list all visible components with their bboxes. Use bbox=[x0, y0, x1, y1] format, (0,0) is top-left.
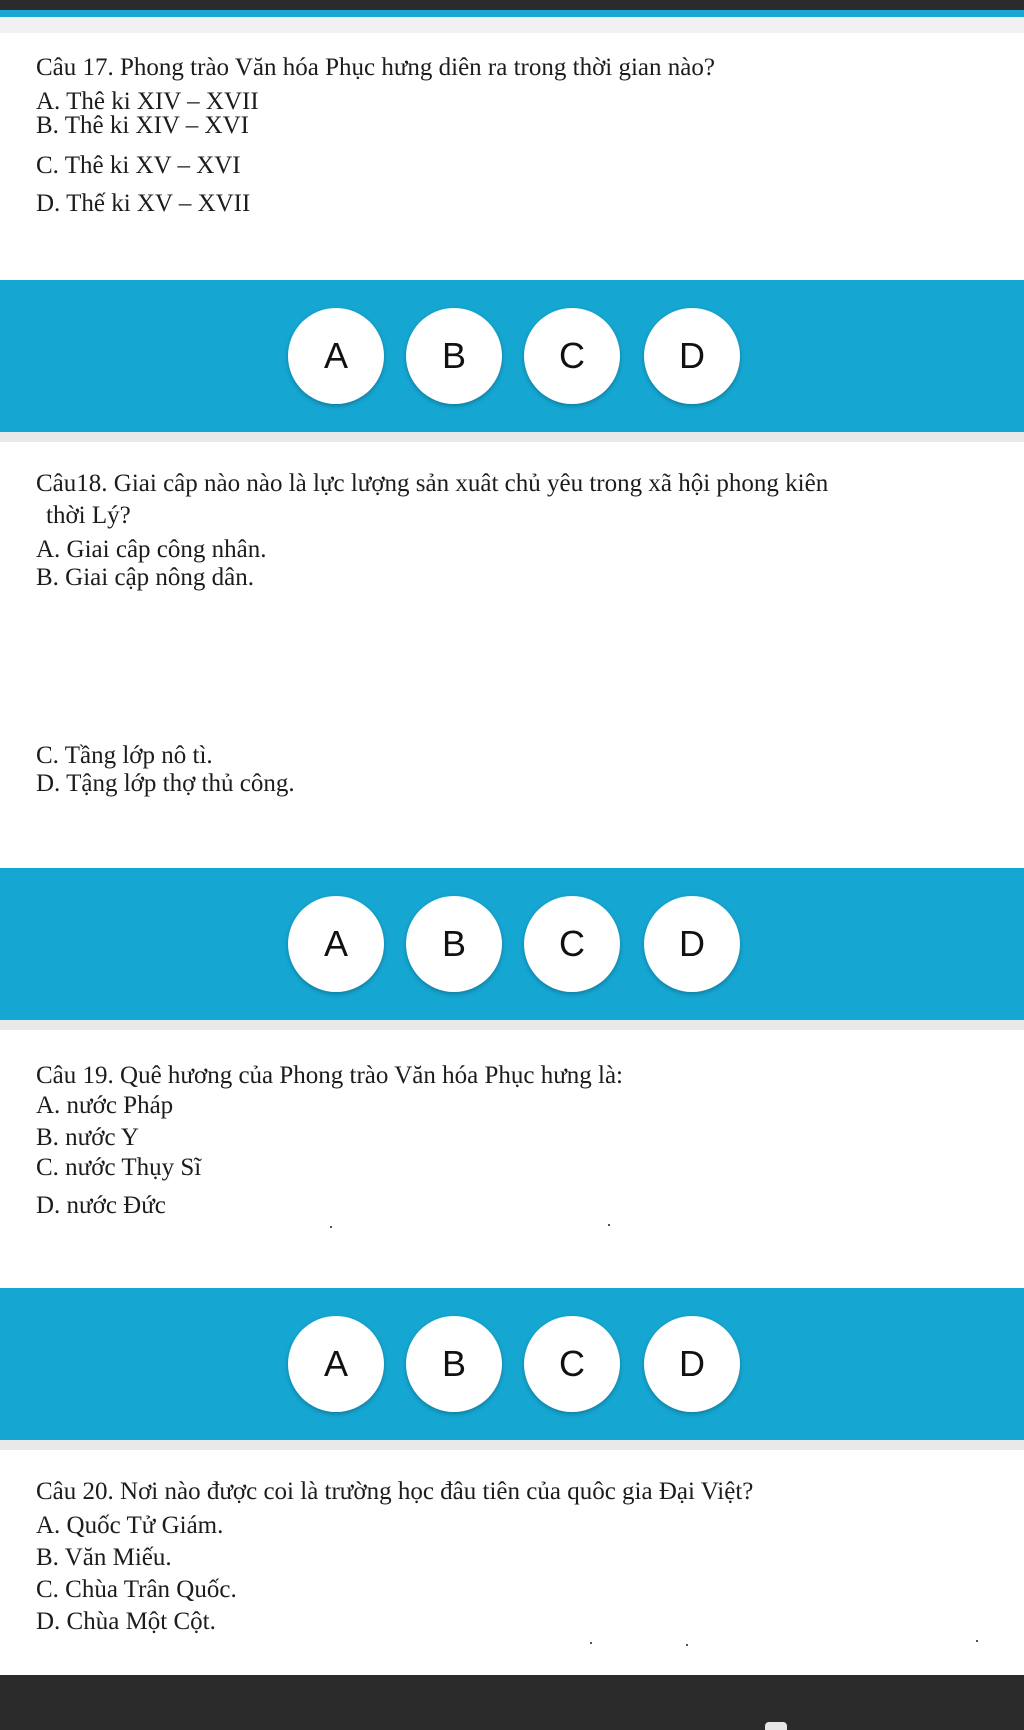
option-a: A. Quốc Tử Giám. bbox=[36, 1512, 224, 1539]
option-d: D. Tậng lớp thợ thủ công. bbox=[36, 770, 295, 797]
answer-a-button[interactable]: A bbox=[288, 896, 384, 992]
question-17 bbox=[36, 48, 996, 228]
question-prompt-continued: thời Lý? bbox=[46, 502, 131, 529]
answer-b-button[interactable]: B bbox=[406, 896, 502, 992]
answer-bar-18 bbox=[0, 868, 1024, 1020]
option-d: D. nước Đức bbox=[36, 1192, 166, 1219]
answer-d-button[interactable]: D bbox=[644, 308, 740, 404]
answer-c-button[interactable]: C bbox=[524, 896, 620, 992]
top-divider bbox=[0, 17, 1024, 33]
top-accent-line bbox=[0, 10, 1024, 17]
bottom-navigation-bar bbox=[0, 1675, 1024, 1730]
answer-a-button[interactable]: A bbox=[288, 1316, 384, 1412]
answer-d-button[interactable]: D bbox=[644, 896, 740, 992]
answer-b-button[interactable]: B bbox=[406, 308, 502, 404]
question-prompt: Câu 17. Phong trào Văn hóa Phục hưng diên ra trong thời gian nào? bbox=[36, 54, 715, 81]
question-prompt: Câu 20. Nơi nào được coi là trường học đâu tiên của quôc gia Đại Việt? bbox=[36, 1478, 754, 1505]
option-b: B. Thê ki XIV – XVI bbox=[36, 112, 249, 139]
divider bbox=[0, 1020, 1024, 1030]
scan-speck bbox=[608, 1224, 610, 1226]
option-c: C. Tầng lớp nô tì. bbox=[36, 742, 213, 769]
answer-bar-17 bbox=[0, 280, 1024, 432]
option-d: D. Thế ki XV – XVII bbox=[36, 190, 251, 217]
option-b: B. nước Y bbox=[36, 1124, 139, 1151]
option-d: D. Chùa Một Cột. bbox=[36, 1608, 216, 1635]
question-18 bbox=[36, 460, 996, 820]
divider bbox=[0, 1440, 1024, 1450]
scan-speck bbox=[686, 1644, 688, 1646]
option-b: B. Văn Miếu. bbox=[36, 1544, 172, 1571]
scan-speck bbox=[330, 1226, 332, 1228]
option-c: C. nước Thụy Sĩ bbox=[36, 1154, 202, 1181]
answer-c-button[interactable]: C bbox=[524, 308, 620, 404]
answer-b-button[interactable]: B bbox=[406, 1316, 502, 1412]
option-b: B. Giai cập nông dân. bbox=[36, 564, 255, 591]
scan-speck bbox=[976, 1640, 978, 1642]
option-c: C. Chùa Trân Quốc. bbox=[36, 1576, 237, 1603]
question-prompt: Câu18. Giai câp nào nào là lực lượng sản xuât chủ yêu trong xã hội phong kiên bbox=[36, 470, 829, 497]
home-indicator[interactable] bbox=[765, 1722, 787, 1730]
answer-d-button[interactable]: D bbox=[644, 1316, 740, 1412]
question-19 bbox=[36, 1050, 996, 1230]
top-status-bar bbox=[0, 0, 1024, 10]
option-a: A. Thê ki XIV – XVII bbox=[36, 88, 259, 115]
divider bbox=[0, 432, 1024, 442]
option-a: A. Giai câp công nhân. bbox=[36, 536, 267, 563]
scan-speck bbox=[590, 1642, 592, 1644]
option-a: A. nước Pháp bbox=[36, 1092, 174, 1119]
answer-bar-19 bbox=[0, 1288, 1024, 1440]
question-prompt: Câu 19. Quê hương của Phong trào Văn hóa Phục hưng là: bbox=[36, 1062, 623, 1089]
question-20 bbox=[36, 1466, 996, 1646]
answer-c-button[interactable]: C bbox=[524, 1316, 620, 1412]
answer-a-button[interactable]: A bbox=[288, 308, 384, 404]
option-c: C. Thê ki XV – XVI bbox=[36, 152, 241, 179]
